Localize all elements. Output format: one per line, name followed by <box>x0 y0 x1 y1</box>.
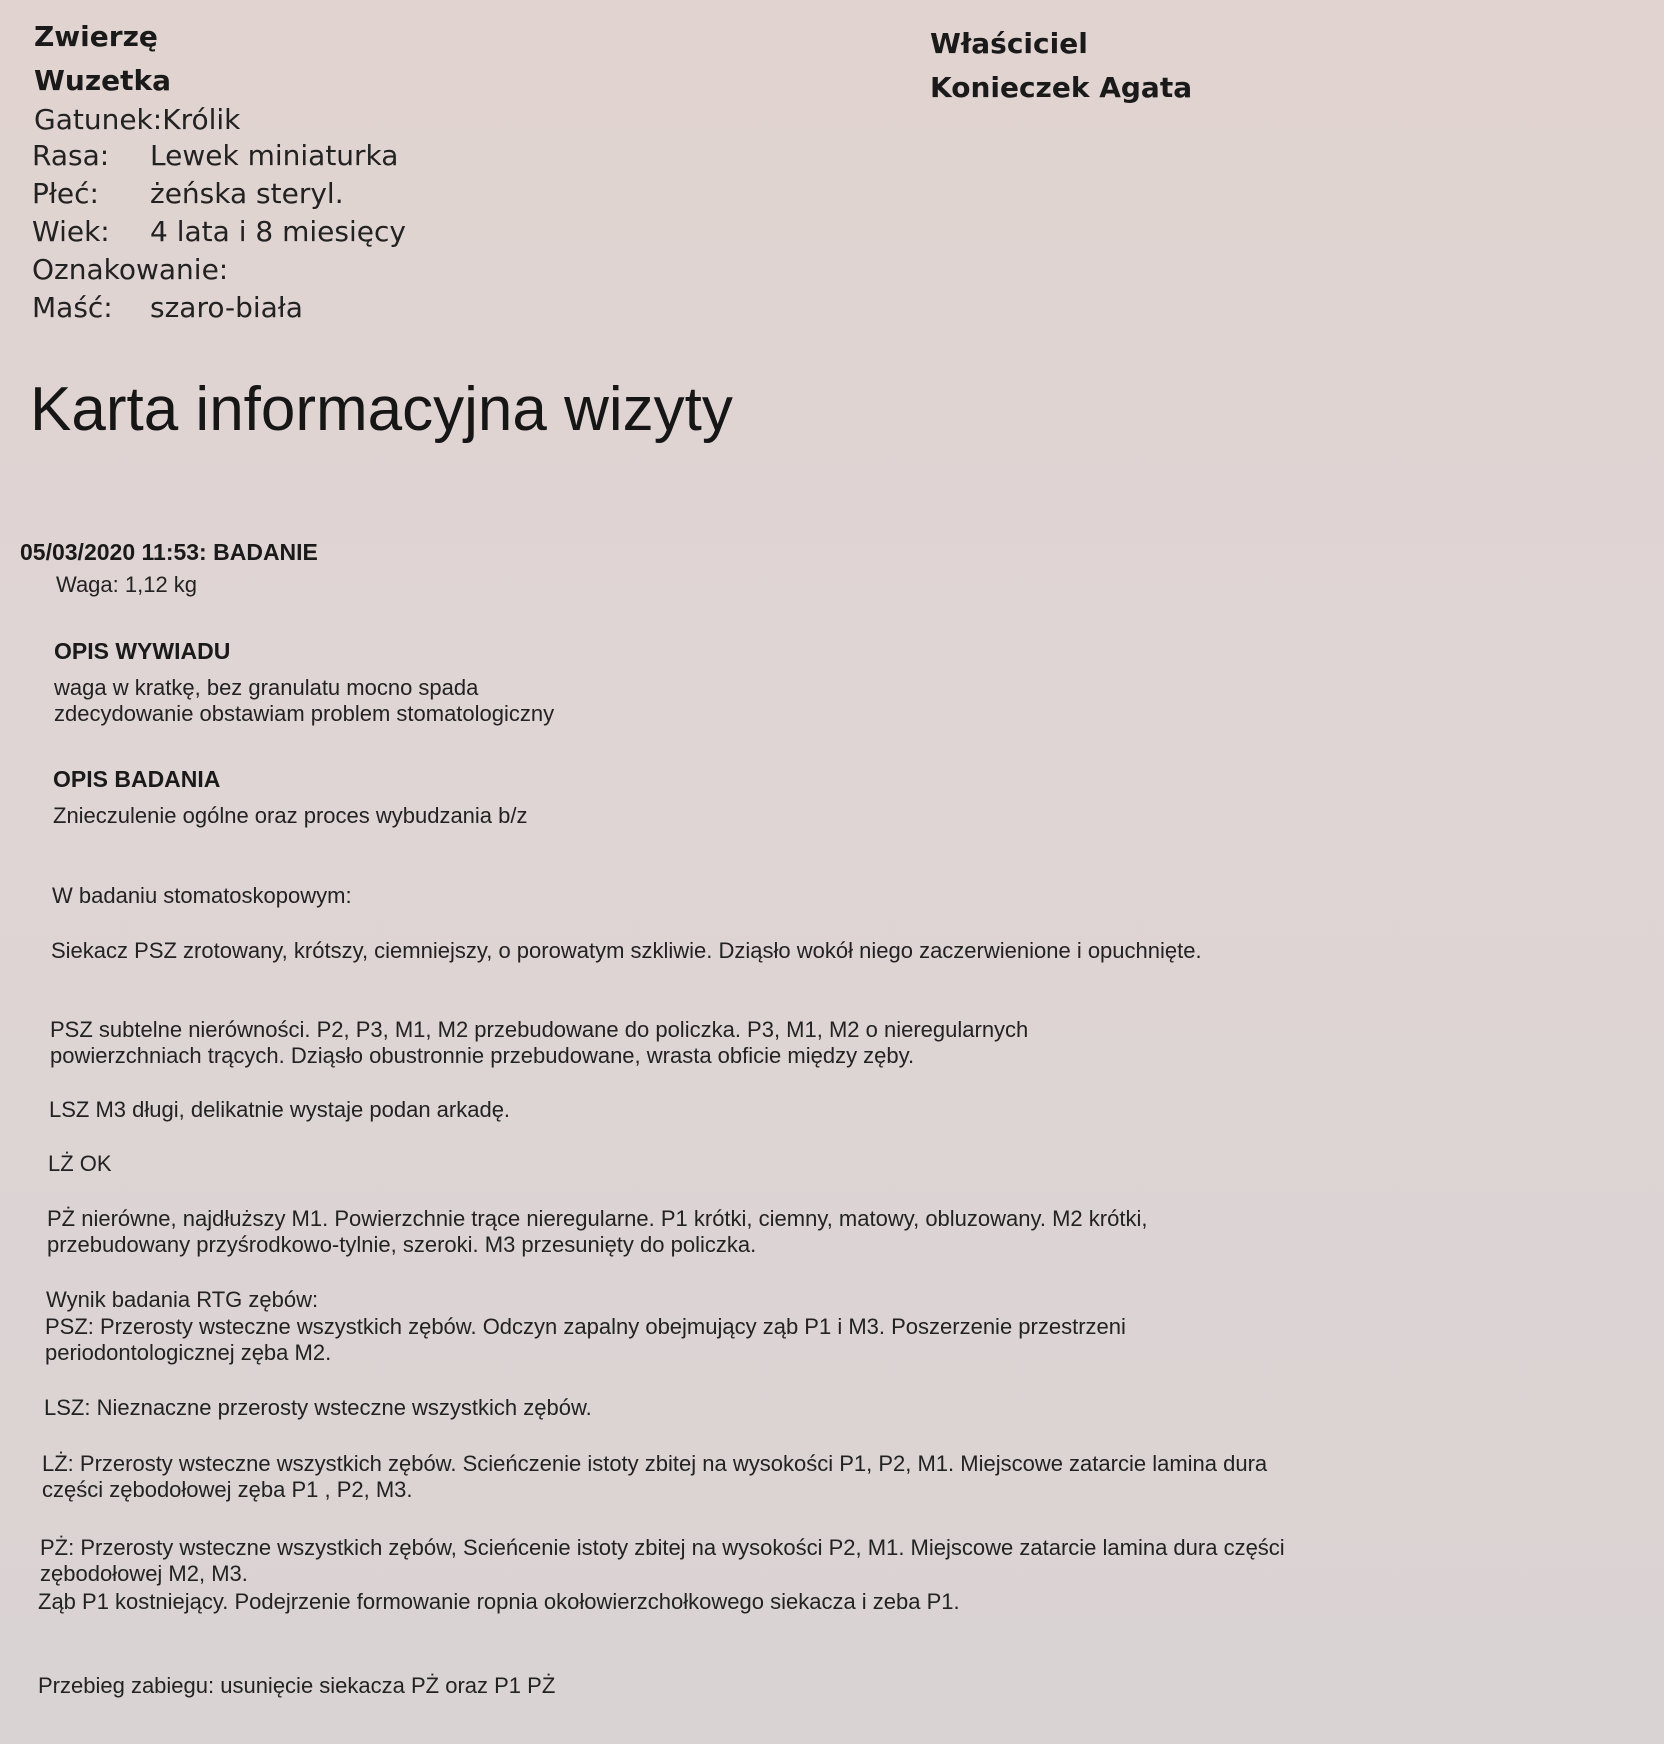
finding-paragraph: Siekacz PSZ zrotowany, krótszy, ciemniejszy, o porowatym szkliwie. Dziąsło wokół niego zaczerwienione i opuchnięte. <box>51 938 1202 963</box>
animal-row-label: Płeć: <box>32 177 99 210</box>
owner-name: Konieczek Agata <box>930 71 1193 104</box>
rtg-extra: Ząb P1 kostniejący. Podejrzenie formowanie ropnia okołowierzchołkowego siekacza i zeba P1. <box>38 1589 960 1614</box>
owner-heading: Właściciel <box>930 27 1088 60</box>
animal-heading: Zwierzę <box>34 20 158 53</box>
finding-paragraph: LŻ OK <box>48 1151 112 1176</box>
interview-heading: OPIS WYWIADU <box>54 638 231 664</box>
visit-weight: Waga: 1,12 kg <box>56 572 198 597</box>
animal-row-label: Oznakowanie: <box>32 253 229 286</box>
animal-row-sex <box>32 177 344 210</box>
document-title: Karta informacyjna wizyty <box>30 375 733 444</box>
exam-line: Znieczulenie ogólne oraz proces wybudzania b/z <box>53 803 528 828</box>
finding-paragraph: PŻ nierówne, najdłuższy M1. Powierzchnie trące nieregularne. P1 krótki, ciemny, matowy, obluzowany. M2 krótki, przebudowany przyśrodkowo-tylnie, szeroki. M3 przesunięty do policzka. <box>47 1206 1148 1257</box>
rtg-finding: PSZ: Przerosty wsteczne wszystkich zębów. Odczyn zapalny obejmujący ząb P1 i M3. Poszerzenie przestrzeni periodontologicznej zęba M2. <box>45 1314 1126 1365</box>
animal-row-label: Rasa: <box>32 139 110 172</box>
interview-line: waga w kratkę, bez granulatu mocno spada <box>54 675 479 700</box>
stomatoscopy-intro: W badaniu stomatoskopowym: <box>52 883 352 908</box>
animal-species: Gatunek:Królik <box>34 103 241 136</box>
animal-name: Wuzetka <box>34 64 172 97</box>
animal-row-breed <box>32 139 398 172</box>
animal-row-value: żeńska steryl. <box>150 177 344 210</box>
exam-heading: OPIS BADANIA <box>53 766 221 792</box>
finding-paragraph: PSZ subtelne nierówności. P2, P3, M1, M2 przebudowane do policzka. P3, M1, M2 o nieregularnych powierzchniach trących. Dziąsło obustronnie przebudowane, wrasta obficie między zęby. <box>50 1017 1029 1068</box>
rtg-finding: PŻ: Przerosty wsteczne wszystkich zębów, Scieńcenie istoty zbitej na wysokości P2, M1. Miejscowe zatarcie lamina dura części zębodołowej M2, M3. <box>40 1535 1285 1586</box>
interview-line: zdecydowanie obstawiam problem stomatologiczny <box>54 701 555 726</box>
rtg-finding: LSZ: Nieznaczne przerosty wsteczne wszystkich zębów. <box>44 1395 592 1420</box>
procedure-line: Przebieg zabiegu: usunięcie siekacza PŻ oraz P1 PŻ <box>38 1673 556 1698</box>
animal-row-label: Maść: <box>32 291 113 324</box>
animal-row-color <box>32 291 303 324</box>
animal-row-age <box>32 215 406 248</box>
animal-row-marking <box>32 253 228 286</box>
animal-row-label: Wiek: <box>32 215 110 248</box>
rtg-intro: Wynik badania RTG zębów: <box>46 1287 319 1312</box>
visit-header: 05/03/2020 11:53: BADANIE <box>20 539 318 565</box>
animal-row-value: Lewek miniaturka <box>150 139 399 172</box>
animal-row-value: 4 lata i 8 miesięcy <box>150 215 406 248</box>
rtg-finding: LŻ: Przerosty wsteczne wszystkich zębów. Scieńczenie istoty zbitej na wysokości P1, P2, M1. Miejscowe zatarcie lamina dura części zębodołowej zęba P1 , P2, M3. <box>42 1451 1268 1502</box>
finding-paragraph: LSZ M3 długi, delikatnie wystaje podan arkadę. <box>49 1097 511 1122</box>
animal-row-value: szaro-biała <box>150 291 303 324</box>
